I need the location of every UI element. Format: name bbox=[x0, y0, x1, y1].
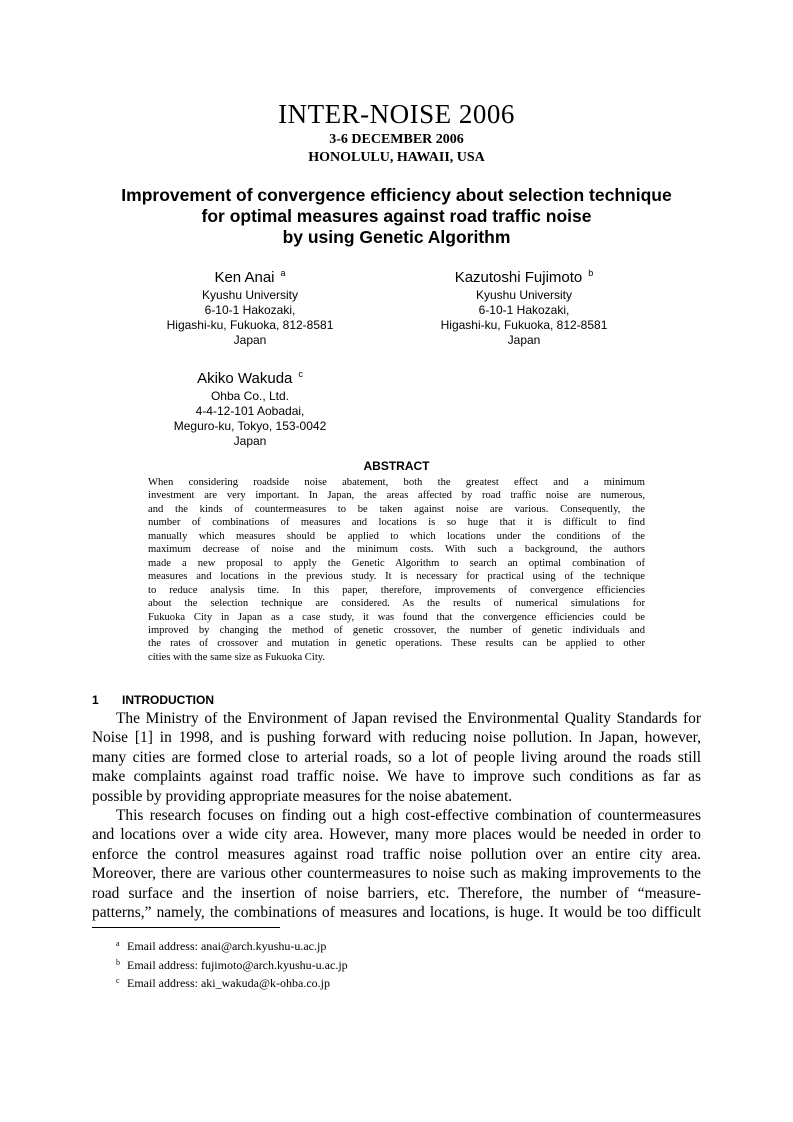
abstract-line: manually which measures should be applied to which locations under the conditions of the bbox=[148, 530, 645, 542]
author-mark: a bbox=[280, 268, 286, 278]
abstract-line: about the selection technique are considered. As the results of numerical simulations for bbox=[148, 598, 645, 610]
abstract-line: investment are very important. In Japan, the areas affected by road traffic noise are numerous, bbox=[148, 490, 645, 502]
body-line: many cities are formed close to arterial roads, so a lot of people living around the roads still bbox=[92, 748, 701, 766]
affiliation-line: Kyushu University bbox=[475, 288, 573, 302]
abstract-line: cities with the same size as Fukuoka City. bbox=[148, 651, 326, 663]
author-mark: b bbox=[588, 268, 594, 278]
footnote bbox=[116, 955, 348, 974]
body-line: road surface and the insertion of noise barriers, etc. Therefore, the number of “measure- bbox=[92, 884, 701, 902]
affiliation-line: Higashi-ku, Fukuoka, 812-8581 bbox=[166, 318, 334, 332]
footnote-mark: a bbox=[116, 939, 120, 948]
conference-name: INTER-NOISE 2006 bbox=[278, 99, 515, 129]
abstract-line: to reduce analysis time. In this paper, therefore, improvements of convergence efficiencies bbox=[148, 584, 645, 596]
footnote-text: Email address: aki_wakuda@k-ohba.co.jp bbox=[127, 976, 330, 990]
affiliation-line: 6-10-1 Hakozaki, bbox=[478, 303, 570, 317]
title-line: by using Genetic Algorithm bbox=[282, 227, 511, 247]
title-line: for optimal measures against road traffic noise bbox=[201, 206, 592, 226]
body-line: patterns,” namely, the combinations of measures and locations, is huge. It would be too difficult bbox=[92, 904, 701, 922]
affiliation-line: Japan bbox=[507, 333, 541, 347]
body-line: This research focuses on finding out a high cost-effective combination of countermeasures bbox=[116, 807, 701, 825]
affiliation-line: Meguro-ku, Tokyo, 153-0042 bbox=[173, 419, 327, 433]
author-name: Kazutoshi Fujimoto bbox=[454, 269, 583, 286]
abstract-line: the rates of crossover and mutation in genetic operations. These results can be applied to other bbox=[148, 638, 645, 650]
abstract-line: number of combinations of measures and locations is so huge that it is difficult to find bbox=[148, 517, 645, 529]
section-heading bbox=[92, 693, 214, 708]
footnote-text: Email address: fujimoto@arch.kyushu-u.ac.jp bbox=[127, 957, 348, 972]
paper-title bbox=[0, 185, 793, 248]
author-block bbox=[138, 263, 362, 348]
author-name-line bbox=[138, 263, 362, 288]
affiliation-line: 6-10-1 Hakozaki, bbox=[204, 303, 296, 317]
body-line: possible by providing appropriate measures for the noise abatement. bbox=[92, 787, 513, 805]
footnote-mark: b bbox=[116, 957, 120, 967]
author-block bbox=[412, 263, 636, 348]
title-line: Improvement of convergence efficiency about selection technique bbox=[121, 185, 672, 205]
conference-date: 3-6 DECEMBER 2006 bbox=[329, 132, 464, 147]
abstract-line: maximum decrease of noise and the minimum costs. With such a background, the authors bbox=[148, 544, 645, 556]
body-line: enforce the control measures against road traffic noise pollution over an entire city area. bbox=[92, 845, 701, 863]
abstract-line: and the kinds of countermeasures to be taken against noise are various. Consequently, the bbox=[148, 503, 645, 515]
abstract-body bbox=[148, 476, 645, 664]
footnotes bbox=[116, 936, 348, 992]
body-line: Noise [1] in 1998, and is pushing forward with reducing noise pollution. In Japan, however, bbox=[92, 729, 701, 747]
abstract-line: improved by changing the method of genetic crossover, the number of genetic individuals and bbox=[148, 624, 645, 636]
body-line: make complaints against road traffic noise. We have to improve such conditions as far as bbox=[92, 768, 701, 786]
introduction-body bbox=[92, 709, 701, 922]
affiliation-line: 4-4-12-101 Aobadai, bbox=[195, 404, 305, 418]
affiliation-line: Japan bbox=[233, 434, 267, 448]
footnote-mark: c bbox=[116, 976, 120, 985]
footnote-text: Email address: anai@arch.kyushu-u.ac.jp bbox=[127, 939, 327, 953]
author-name-line bbox=[138, 364, 362, 389]
body-line: Moreover, there are various other countermeasures to noise such as making improvements to the bbox=[92, 865, 701, 883]
author-block bbox=[138, 364, 362, 449]
affiliation-line: Higashi-ku, Fukuoka, 812-8581 bbox=[440, 318, 608, 332]
abstract-line: When considering roadside noise abatement, both the greatest effect and a minimum bbox=[148, 477, 645, 488]
affiliation-line: Ohba Co., Ltd. bbox=[210, 389, 290, 403]
abstract-line: made a new proposal to apply the Genetic Algorithm to search an optimal combination of bbox=[148, 557, 645, 569]
body-line: and locations over a wide city area. However, many more places would be needed in order to bbox=[92, 826, 701, 844]
conference-place: HONOLULU, HAWAII, USA bbox=[308, 150, 485, 165]
abstract-line: measures and locations in the previous study. It is necessary for practical using of the technique bbox=[148, 571, 645, 583]
section-title: INTRODUCTION bbox=[122, 693, 214, 707]
affiliation-line: Japan bbox=[233, 333, 267, 347]
author-name-line bbox=[412, 263, 636, 288]
abstract-heading: ABSTRACT bbox=[363, 459, 430, 473]
footnote bbox=[116, 936, 348, 955]
body-line: The Ministry of the Environment of Japan revised the Environmental Quality Standards for bbox=[116, 710, 701, 727]
author-name: Akiko Wakuda bbox=[197, 370, 293, 387]
footnote bbox=[116, 973, 348, 992]
affiliation-line: Kyushu University bbox=[201, 288, 299, 302]
section-number: 1 bbox=[92, 693, 99, 707]
author-name: Ken Anai bbox=[214, 269, 275, 286]
author-mark: c bbox=[298, 369, 303, 379]
footnote-divider bbox=[92, 927, 280, 928]
abstract-line: Fukuoka City in Japan as a case study, it was found that the convergence efficiencies could be bbox=[148, 611, 645, 623]
